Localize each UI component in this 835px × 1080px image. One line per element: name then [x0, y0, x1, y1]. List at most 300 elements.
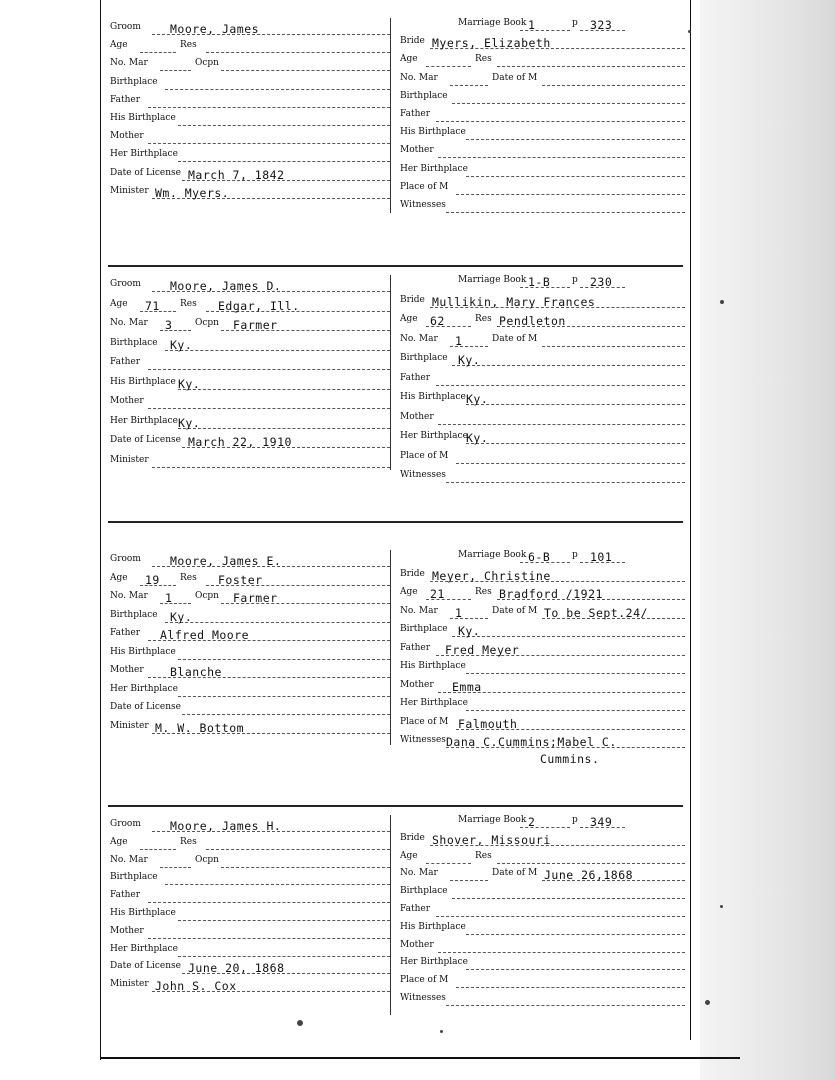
field-label: p — [572, 550, 578, 560]
dotted-rule — [450, 85, 488, 86]
groom-name-value: Moore, James E. — [170, 554, 282, 568]
bride-age-value: 21 — [430, 587, 445, 601]
field-label: No. Mar — [400, 72, 438, 83]
field-label: Father — [400, 372, 431, 383]
field-label: Her Birthplace — [400, 163, 468, 174]
groom-row-name — [110, 279, 390, 295]
field-label: Father — [110, 357, 141, 367]
field-label: Mother — [110, 131, 144, 142]
field-label: Birthplace — [110, 872, 158, 883]
field-label: Marriage Book — [458, 550, 527, 560]
groom-father-value: Alfred Moore — [160, 628, 250, 642]
field-label: Ocpn — [195, 854, 219, 865]
field-label: Marriage Book — [458, 815, 527, 825]
field-label: His Birthplace — [110, 376, 176, 387]
scan-speck — [297, 1020, 303, 1026]
card-divider-line — [108, 805, 683, 807]
dotted-rule — [426, 863, 471, 864]
groom-name-value: Moore, James D. — [170, 279, 282, 293]
field-label: Place of M — [400, 181, 449, 192]
field-label: Res — [180, 40, 197, 51]
bride-row-place-of-m — [400, 182, 685, 198]
dotted-rule — [178, 428, 390, 429]
bride-row-no-mar — [400, 334, 685, 350]
field-label: Ocpn — [195, 591, 219, 601]
groom-row-her-birthplace — [110, 684, 390, 700]
bride-row-witnesses — [400, 735, 685, 751]
dotted-rule — [466, 969, 685, 970]
field-label: Her Birthplace — [110, 943, 178, 954]
groom-minister-value: Wm. Myers. — [155, 185, 230, 200]
field-label: Birthplace — [110, 609, 158, 620]
field-label: Her Birthplace — [400, 431, 468, 441]
groom-row-mother — [110, 131, 390, 147]
groom-row-mother — [110, 926, 390, 942]
dotted-rule — [206, 849, 390, 850]
marriage-book-number: 1-B — [528, 275, 551, 289]
groom-row-name — [110, 554, 390, 570]
field-label: Birthplace — [110, 337, 158, 348]
dotted-rule — [165, 350, 390, 351]
dotted-rule — [182, 714, 390, 715]
dotted-rule — [148, 107, 390, 108]
bride-date-of-m-value: To be Sept.24/ — [544, 605, 648, 620]
groom-row-birthplace — [110, 872, 390, 888]
groom-row-his-birthplace — [110, 113, 390, 129]
dotted-rule — [438, 424, 685, 425]
field-label: Father — [110, 94, 141, 105]
groom-row-age — [110, 837, 390, 853]
groom-mother-value: Blanche — [170, 665, 222, 679]
bride-row-witnesses — [400, 993, 685, 1009]
groom-his-birthplace-value: Ky. — [178, 376, 201, 391]
groom-row-his-birthplace — [110, 377, 390, 393]
bride-row-place-of-m — [400, 451, 685, 467]
dotted-rule — [148, 938, 390, 939]
dotted-rule — [466, 139, 685, 140]
field-label: p — [572, 815, 578, 825]
field-label: Minister — [110, 185, 149, 196]
field-label: Mother — [400, 145, 434, 156]
field-label: Birthplace — [400, 353, 448, 363]
groom-minister-value: M. W. Bottom — [155, 720, 245, 735]
field-label: Groom — [110, 22, 141, 32]
dotted-rule — [446, 482, 685, 483]
bride-row-witnesses-continued — [400, 1009, 685, 1025]
dotted-rule — [178, 389, 390, 390]
dotted-rule — [178, 956, 390, 957]
bride-row-no-mar — [400, 73, 685, 89]
groom-age-value: 19 — [145, 572, 160, 587]
dotted-rule — [466, 176, 685, 177]
groom-row-date-of-license — [110, 961, 390, 977]
groom-row-father — [110, 95, 390, 111]
field-label: Witnesses — [400, 470, 446, 480]
field-label: Witnesses — [400, 200, 446, 210]
bride-name-value: Myers, Elizabeth — [432, 36, 551, 51]
bride-witnesses-value: Dana C.Cummins;Mabel C. — [446, 735, 617, 749]
field-label: Place of M — [400, 975, 449, 986]
scan-speck — [720, 300, 724, 304]
field-label: His Birthplace — [400, 661, 466, 671]
field-label: Groom — [110, 279, 141, 289]
dotted-rule — [178, 161, 390, 162]
groom-date-of-license-value: June 20, 1868 — [188, 961, 285, 976]
field-label: Date of License — [110, 167, 181, 178]
groom-her-birthplace-value: Ky. — [178, 415, 201, 430]
field-label: Mother — [110, 925, 144, 936]
dotted-rule — [178, 696, 390, 697]
field-label: Ocpn — [195, 58, 219, 69]
field-label: p — [572, 275, 578, 285]
groom-row-minister — [110, 186, 390, 202]
dotted-rule — [148, 369, 390, 370]
bride-row-her-birthplace — [400, 431, 685, 447]
bride-birthplace-value: Ky. — [458, 624, 481, 638]
field-label: Ocpn — [195, 318, 219, 328]
bride-row-his-birthplace — [400, 127, 685, 143]
field-label: Witnesses — [400, 735, 446, 745]
bride-row-his-birthplace — [400, 661, 685, 677]
dotted-rule — [160, 867, 191, 868]
field-label: Date of License — [110, 435, 181, 445]
dotted-rule — [165, 89, 390, 90]
scan-speck — [440, 1030, 443, 1033]
card-column-separator — [390, 18, 391, 213]
field-label: Her Birthplace — [110, 415, 178, 426]
groom-row-mother — [110, 665, 390, 681]
groom-row-birthplace — [110, 77, 390, 93]
bride-name-value: Shover, Missouri — [432, 832, 551, 847]
marriage-book-number: 6-B — [528, 550, 551, 564]
field-label: Res — [475, 587, 492, 597]
field-label: Father — [400, 642, 431, 653]
field-label: Birthplace — [400, 90, 448, 101]
bride-no-mar-value: 1 — [455, 605, 463, 620]
field-label: Groom — [110, 819, 141, 829]
dotted-rule — [466, 710, 685, 711]
groom-row-name — [110, 819, 390, 835]
bride-row-his-birthplace — [400, 392, 685, 408]
dotted-rule — [436, 121, 685, 122]
field-label: Father — [110, 890, 141, 901]
scan-speck — [688, 30, 691, 33]
field-label: Bride — [400, 36, 425, 47]
dotted-rule — [446, 212, 685, 213]
groom-row-her-birthplace — [110, 149, 390, 165]
field-label: Her Birthplace — [400, 698, 468, 708]
dotted-rule — [452, 103, 685, 104]
field-label: His Birthplace — [400, 392, 466, 402]
dotted-rule — [466, 673, 685, 674]
dotted-rule — [148, 902, 390, 903]
bride-row-his-birthplace — [400, 922, 685, 938]
field-label: No. Mar — [110, 318, 148, 328]
field-label: Bride — [400, 568, 425, 579]
dotted-rule — [438, 952, 685, 953]
bride-row-her-birthplace — [400, 957, 685, 973]
field-label: Father — [400, 904, 431, 914]
bride-row-place-of-m — [400, 975, 685, 991]
field-label: Her Birthplace — [110, 149, 178, 160]
dotted-rule — [438, 157, 685, 158]
field-label: Minister — [110, 454, 149, 465]
dotted-rule — [456, 194, 685, 195]
bride-row-age — [400, 314, 685, 330]
bride-name-value: Mullikin, Mary Frances — [432, 294, 596, 309]
groom-date-of-license-value: March 7, 1842 — [188, 167, 285, 182]
field-label: Date of M — [492, 868, 538, 879]
groom-row-age — [110, 573, 390, 589]
field-label: p — [572, 18, 578, 28]
bride-row-birthplace — [400, 624, 685, 640]
bride-birthplace-value: Ky. — [458, 353, 481, 367]
dotted-rule — [148, 408, 390, 409]
bride-row-name — [400, 36, 685, 52]
field-label: Bride — [400, 832, 425, 843]
bride-row-age — [400, 54, 685, 70]
field-label: Minister — [110, 979, 149, 990]
field-label: No. Mar — [110, 591, 148, 601]
marriage-book-row — [400, 815, 685, 831]
field-label: Age — [400, 54, 418, 65]
field-label: Date of M — [492, 605, 538, 616]
dotted-rule — [160, 70, 191, 71]
field-label: Bride — [400, 294, 425, 305]
groom-row-his-birthplace — [110, 908, 390, 924]
bride-row-witnesses — [400, 200, 685, 216]
field-label: Age — [110, 572, 128, 583]
bride-row-father — [400, 643, 685, 659]
groom-res-value: Foster — [218, 572, 263, 587]
scan-margin — [700, 0, 835, 1080]
bride-place-of-m-value: Falmouth — [458, 716, 518, 731]
groom-name-value: Moore, James H. — [170, 819, 282, 833]
field-label: Birthplace — [400, 624, 448, 634]
dotted-rule — [426, 66, 471, 67]
bride-row-birthplace — [400, 886, 685, 902]
bride-row-mother — [400, 145, 685, 161]
groom-row-birthplace — [110, 610, 390, 626]
dotted-rule — [446, 1005, 685, 1006]
bride-row-name — [400, 569, 685, 585]
bride-res-value: Bradford /1921 — [499, 587, 603, 601]
field-label: Mother — [400, 939, 434, 950]
card-divider-line — [108, 521, 683, 523]
bride-father-value: Fred Meyer — [445, 642, 520, 657]
groom-row-no-mar — [110, 318, 390, 334]
field-label: Marriage Book — [458, 275, 527, 285]
dotted-rule — [148, 143, 390, 144]
field-label: Her Birthplace — [110, 683, 178, 694]
right-border-line — [690, 0, 691, 1040]
bride-row-her-birthplace — [400, 164, 685, 180]
groom-row-date-of-license — [110, 168, 390, 184]
field-label: No. Mar — [110, 58, 148, 69]
bride-row-father — [400, 904, 685, 920]
dotted-rule — [140, 52, 176, 53]
bride-res-value: Pendleton — [499, 314, 566, 328]
field-label: Res — [475, 54, 492, 65]
field-label: Date of License — [110, 702, 181, 712]
bride-row-mother — [400, 940, 685, 956]
field-label: Age — [110, 836, 128, 847]
dotted-rule — [165, 884, 390, 885]
bride-row-witnesses-continued — [400, 752, 685, 768]
field-label: No. Mar — [110, 854, 148, 865]
bride-row-witnesses-continued — [400, 488, 685, 504]
bride-row-witnesses — [400, 470, 685, 486]
dotted-rule — [466, 934, 685, 935]
marriage-book-number: 2 — [528, 815, 536, 829]
dotted-rule — [452, 898, 685, 899]
bride-row-age — [400, 587, 685, 603]
groom-ocpn-value: Farmer — [233, 591, 278, 605]
field-label: Minister — [110, 720, 149, 731]
field-label: Age — [110, 40, 128, 51]
field-label: Place of M — [400, 450, 449, 461]
marriage-card — [100, 18, 690, 258]
groom-row-minister — [110, 455, 390, 471]
marriage-book-row — [400, 550, 685, 566]
dotted-rule — [456, 987, 685, 988]
field-label: Groom — [110, 554, 141, 564]
bride-row-name — [400, 295, 685, 311]
field-label: Age — [400, 850, 418, 861]
field-label: Res — [180, 298, 197, 309]
field-label: Mother — [110, 665, 144, 675]
groom-birthplace-value: Ky. — [170, 609, 193, 624]
bride-row-mother — [400, 680, 685, 696]
card-divider-line — [108, 265, 683, 267]
dotted-rule — [466, 404, 685, 405]
groom-ocpn-value: Farmer — [233, 318, 278, 332]
field-label: His Birthplace — [110, 113, 176, 123]
groom-row-date-of-license — [110, 702, 390, 718]
bride-row-birthplace — [400, 353, 685, 369]
field-label: His Birthplace — [110, 646, 176, 657]
groom-birthplace-value: Ky. — [170, 337, 193, 352]
groom-row-birthplace — [110, 338, 390, 354]
groom-res-value: Edgar, Ill. — [218, 298, 300, 313]
marriage-card — [100, 550, 690, 790]
groom-no-mar-value: 1 — [165, 591, 173, 605]
groom-row-no-mar — [110, 591, 390, 607]
card-column-separator — [390, 815, 391, 1015]
field-label: Mother — [400, 679, 434, 690]
marriage-card — [100, 275, 690, 515]
marriage-book-page: 101 — [590, 550, 613, 564]
field-label: No. Mar — [400, 605, 438, 616]
groom-row-father — [110, 890, 390, 906]
field-label: Place of M — [400, 716, 449, 727]
groom-row-no-mar — [110, 58, 390, 74]
card-column-separator — [390, 275, 391, 470]
groom-row-his-birthplace — [110, 647, 390, 663]
groom-minister-value: John S. Cox — [155, 979, 237, 994]
dotted-rule — [221, 867, 390, 868]
dotted-rule — [206, 52, 390, 53]
marriage-book-row — [400, 18, 685, 34]
scan-speck — [705, 1000, 710, 1005]
bride-row-age — [400, 851, 685, 867]
marriage-card — [100, 815, 690, 1055]
dotted-rule — [152, 467, 390, 468]
field-label: Father — [400, 109, 431, 119]
groom-age-value: 71 — [145, 298, 160, 313]
dotted-rule — [497, 863, 685, 864]
field-label: Age — [400, 314, 418, 324]
dotted-rule — [452, 365, 685, 366]
dotted-rule — [466, 443, 685, 444]
bride-row-father — [400, 109, 685, 125]
field-label: Mother — [110, 396, 144, 406]
bride-row-witnesses-continued — [400, 216, 685, 232]
dotted-rule — [542, 346, 685, 347]
marriage-book-page: 323 — [590, 18, 613, 32]
bride-no-mar-value: 1 — [455, 333, 463, 348]
field-label: Marriage Book — [458, 18, 527, 28]
field-label: Res — [180, 572, 197, 583]
marriage-book-number: 1 — [528, 18, 536, 32]
field-label: Age — [400, 587, 418, 597]
marriage-book-page: 230 — [590, 275, 613, 289]
bottom-border-line — [100, 1057, 740, 1059]
groom-no-mar-value: 3 — [165, 318, 173, 332]
dotted-rule — [456, 463, 685, 464]
scan-speck — [720, 905, 723, 908]
bride-row-no-mar — [400, 868, 685, 884]
field-label: Witnesses — [400, 993, 446, 1003]
groom-row-her-birthplace — [110, 416, 390, 432]
groom-row-minister — [110, 721, 390, 737]
groom-row-father — [110, 357, 390, 373]
bride-witnesses-continued-value: Cummins. — [540, 751, 600, 766]
field-label: His Birthplace — [400, 127, 466, 138]
field-label: His Birthplace — [110, 908, 176, 918]
groom-row-date-of-license — [110, 435, 390, 451]
groom-row-age — [110, 40, 390, 56]
field-label: His Birthplace — [400, 921, 466, 932]
card-column-separator — [390, 550, 391, 745]
field-label: Father — [110, 628, 141, 638]
bride-row-birthplace — [400, 91, 685, 107]
groom-row-no-mar — [110, 855, 390, 871]
bride-row-her-birthplace — [400, 698, 685, 714]
bride-row-name — [400, 833, 685, 849]
field-label: Date of License — [110, 961, 181, 972]
field-label: Res — [475, 850, 492, 861]
groom-row-father — [110, 628, 390, 644]
field-label: Age — [110, 298, 128, 309]
field-label: Birthplace — [400, 886, 448, 897]
dotted-rule — [178, 920, 390, 921]
bride-row-mother — [400, 412, 685, 428]
field-label: Date of M — [492, 72, 538, 83]
field-label: Birthplace — [110, 76, 158, 87]
bride-row-father — [400, 373, 685, 389]
dotted-rule — [450, 880, 488, 881]
groom-row-minister — [110, 979, 390, 995]
field-label: No. Mar — [400, 868, 438, 879]
bride-her-birthplace-value: Ky. — [466, 431, 489, 445]
groom-row-name — [110, 22, 390, 38]
dotted-rule — [140, 849, 176, 850]
dotted-rule — [542, 85, 685, 86]
dotted-rule — [178, 125, 390, 126]
bride-row-place-of-m — [400, 717, 685, 733]
dotted-rule — [221, 70, 390, 71]
